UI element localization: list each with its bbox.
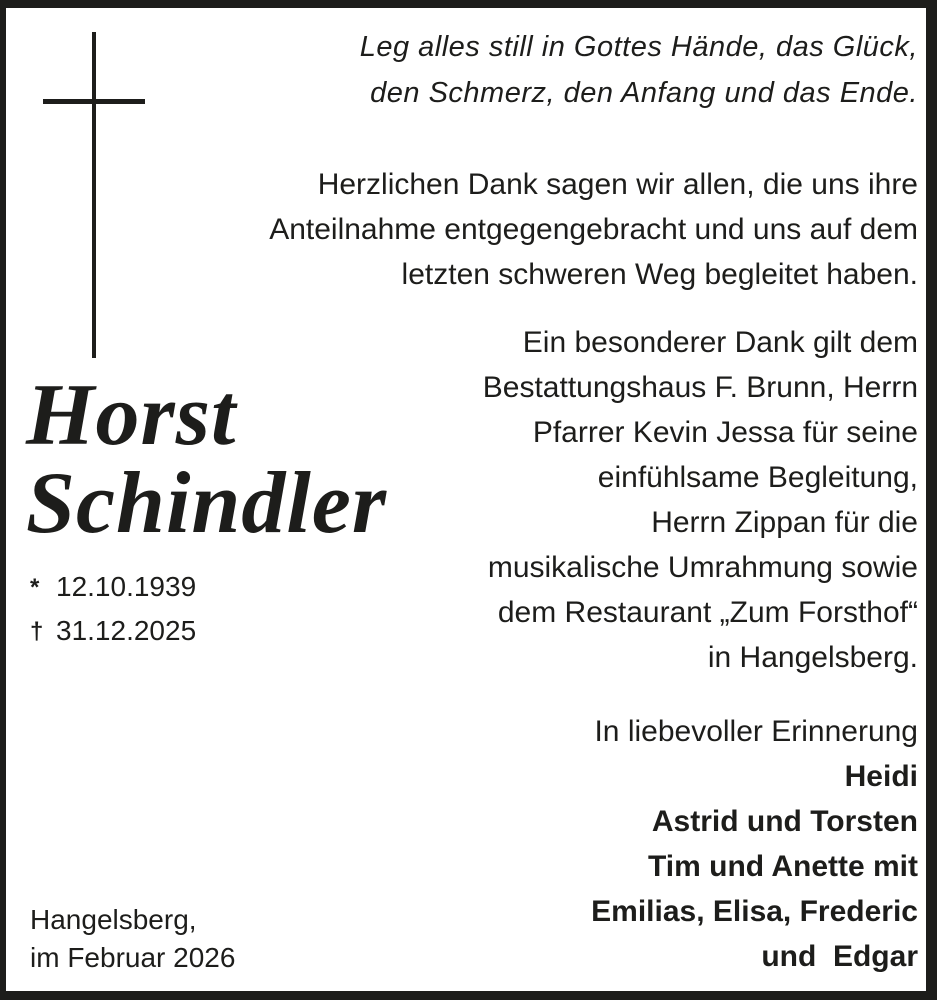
thanks-line: Herzlichen Dank sagen wir allen, die uns ihre	[317, 168, 918, 201]
death-dagger-icon: †	[30, 618, 44, 645]
mourner-line: Astrid und Torsten	[651, 805, 918, 838]
death-date-row	[30, 609, 196, 653]
birth-star-icon: *	[30, 574, 40, 601]
notice-content	[6, 8, 926, 991]
special-thanks-line: dem Restaurant „Zum Forsthof“	[497, 596, 918, 629]
memorial-quote	[126, 24, 918, 116]
thanks-line: Anteilnahme entgegengebracht und uns auf dem	[269, 213, 918, 246]
deceased-first-name: Horst	[26, 367, 237, 464]
mourner-line: Emilias, Elisa, Frederic	[591, 895, 918, 928]
thanks-line: letzten schweren Weg begleitet haben.	[401, 258, 918, 291]
mourner-line: Tim und Anette mit	[648, 850, 918, 883]
place-and-date	[30, 901, 235, 977]
mourner-line: und Edgar	[761, 940, 918, 973]
quote-line: Leg alles still in Gottes Hände, das Glück,	[359, 31, 918, 63]
special-thanks-line: einfühlsame Begleitung,	[597, 461, 918, 494]
birth-date: 12.10.1939	[56, 571, 197, 602]
special-thanks-line: Bestattungshaus F. Brunn, Herrn	[482, 371, 918, 404]
special-thanks-line: Herrn Zippan für die	[651, 506, 918, 539]
life-dates	[30, 565, 196, 653]
special-thanks-line: Pfarrer Kevin Jessa für seine	[532, 416, 918, 449]
thanks-paragraph	[126, 162, 918, 297]
memory-intro: In liebevoller Erinnerung	[594, 715, 918, 748]
memory-block	[126, 709, 918, 979]
special-thanks-line: in Hangelsberg.	[707, 641, 918, 674]
place-line: Hangelsberg,	[30, 904, 197, 935]
quote-line: den Schmerz, den Anfang und das Ende.	[370, 77, 918, 109]
special-thanks-line: Ein besonderer Dank gilt dem	[522, 326, 918, 359]
deceased-last-name: Schindler	[26, 455, 388, 552]
birth-date-row	[30, 565, 196, 609]
date-line: im Februar 2026	[30, 942, 236, 973]
mourner-line: Heidi	[844, 760, 918, 793]
death-date: 31.12.2025	[56, 615, 197, 646]
cross-vertical-bar	[92, 32, 96, 358]
special-thanks-line: musikalische Umrahmung sowie	[487, 551, 918, 584]
deceased-name	[26, 367, 388, 552]
